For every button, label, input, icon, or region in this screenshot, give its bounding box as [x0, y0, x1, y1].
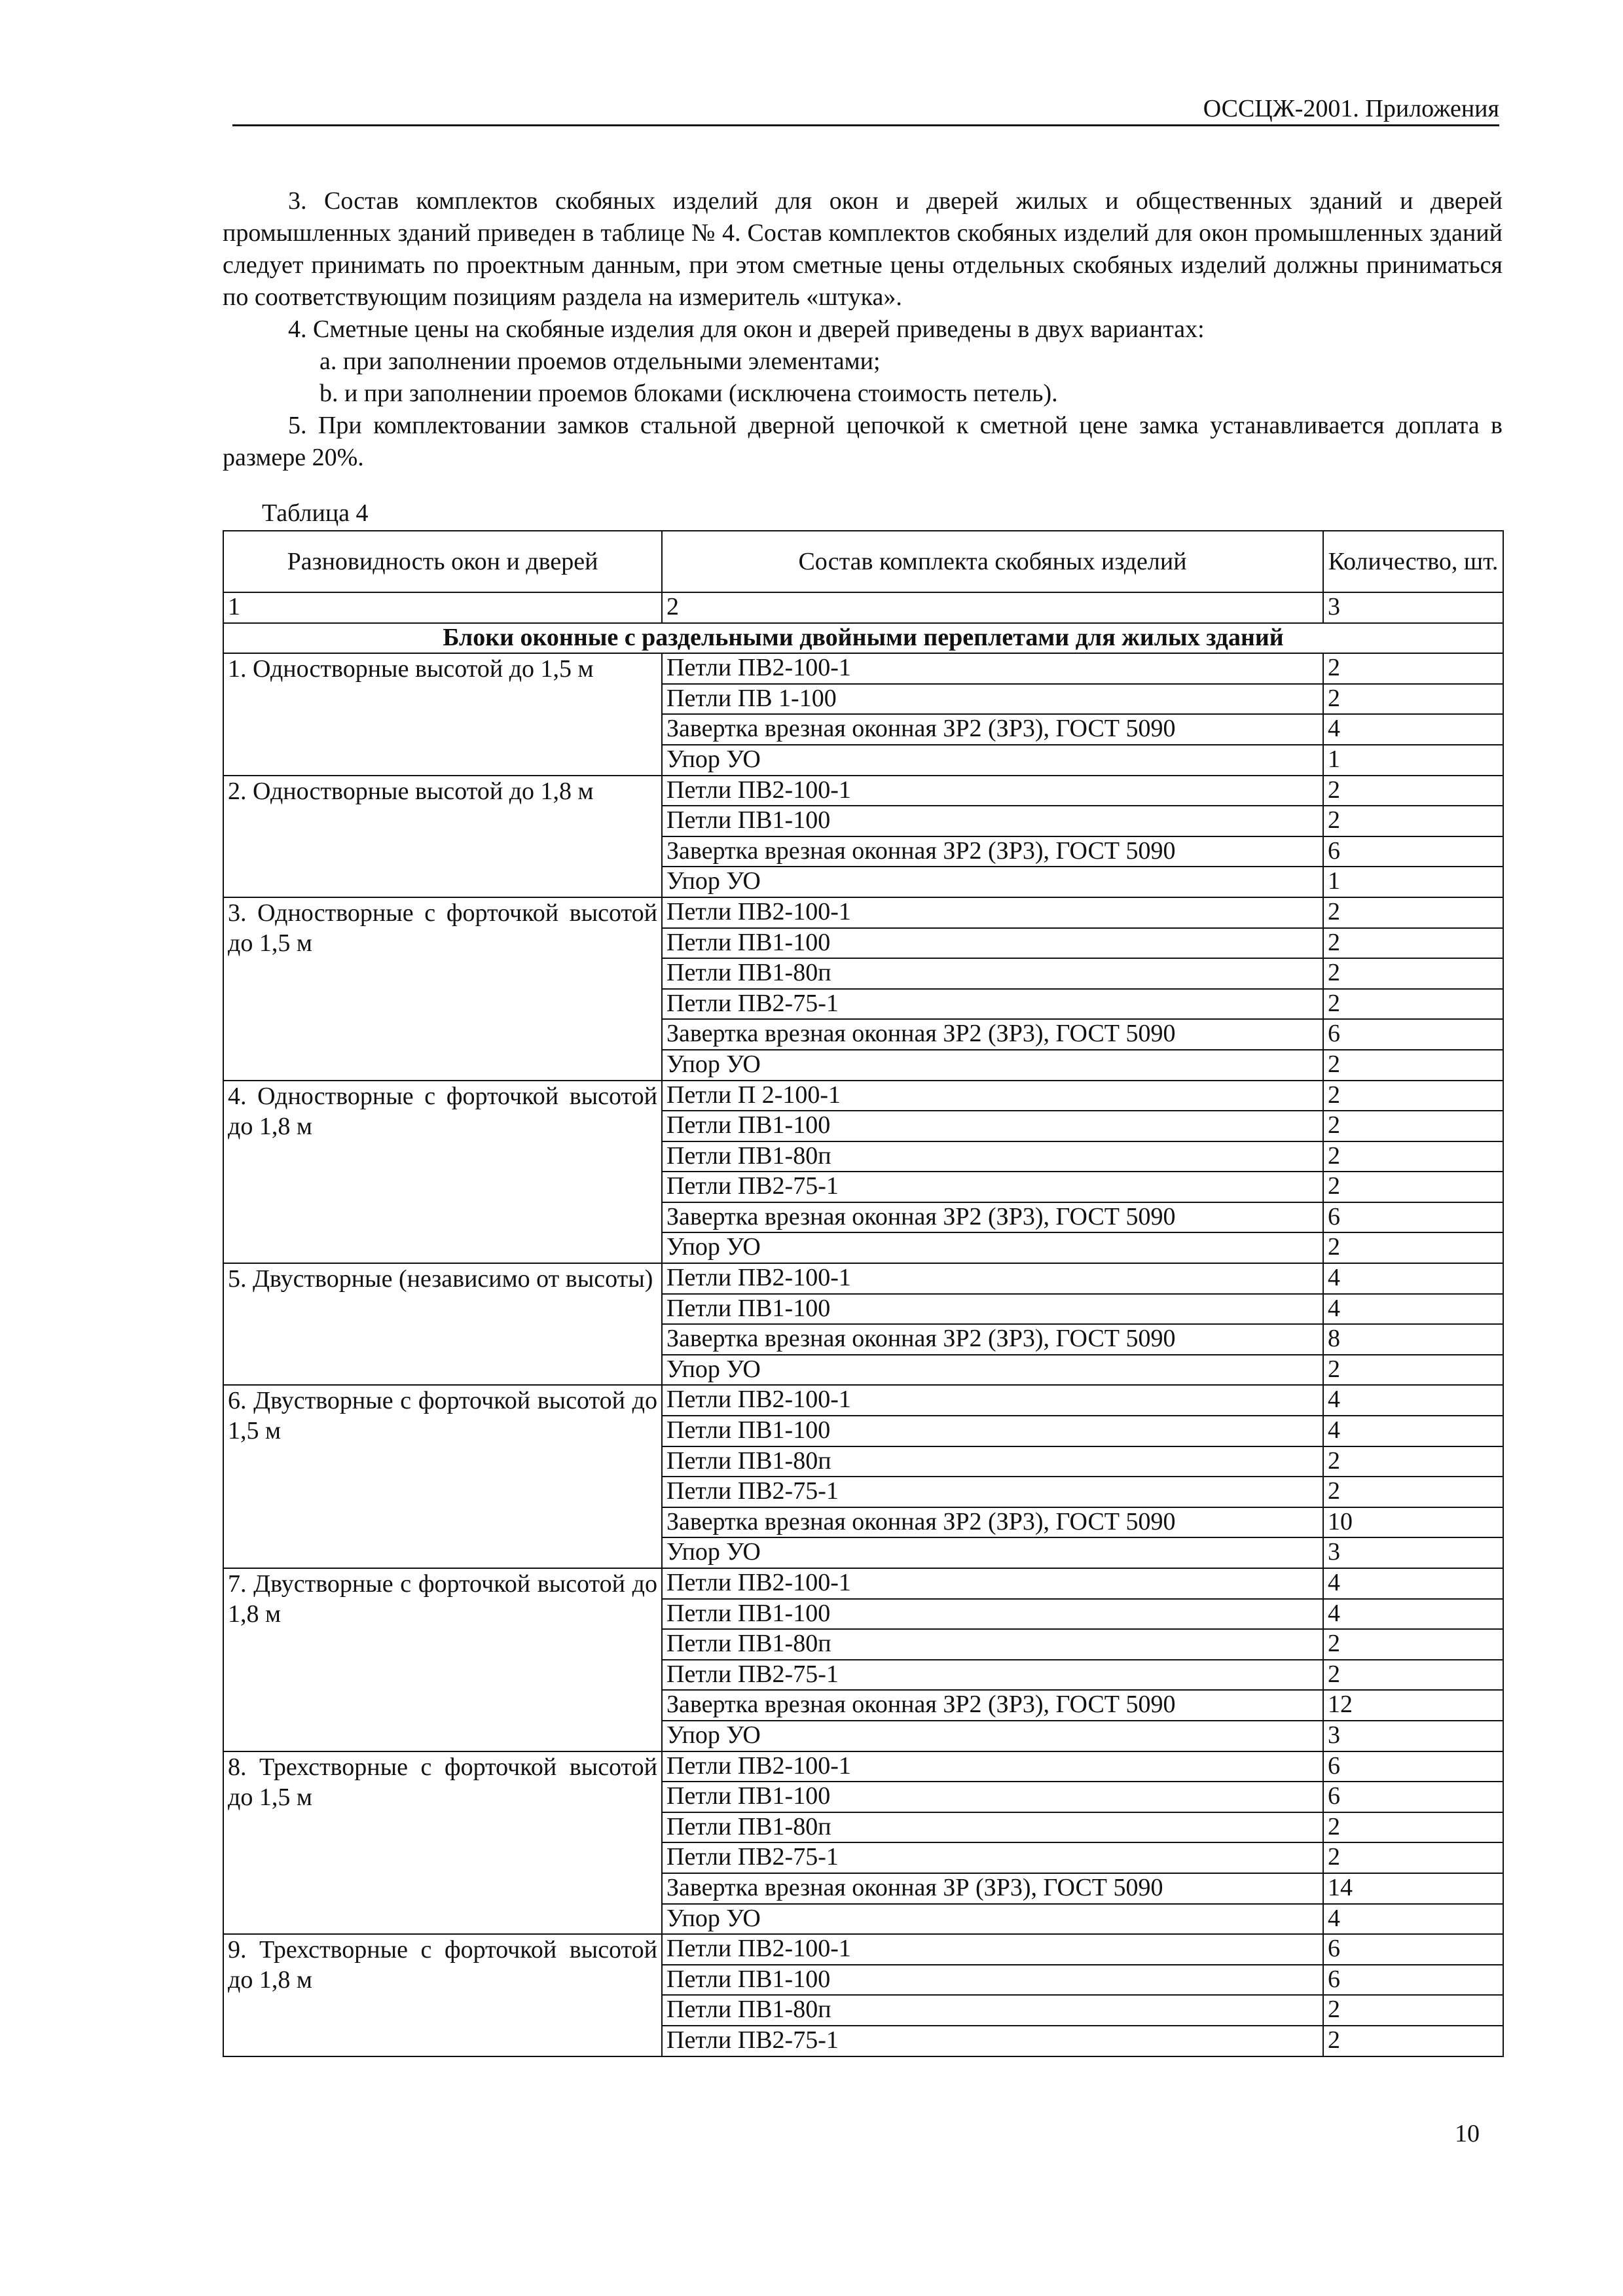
item-name-cell: Петли ПВ1-80п [662, 1141, 1323, 1172]
item-quantity-cell: 6 [1323, 1202, 1503, 1233]
item-name-cell: Петли ПВ2-100-1 [662, 1385, 1323, 1416]
paragraph-4a: a. при заполнении проемов отдельными элементами; [319, 348, 881, 375]
window-type-cell: 8. Трехстворные с форточкой высотой до 1,5 м [223, 1751, 662, 1935]
item-name-cell: Упор УО [662, 1355, 1323, 1386]
item-name-cell: Петли П 2-100-1 [662, 1081, 1323, 1111]
item-name-cell: Петли ПВ1-100 [662, 1782, 1323, 1812]
item-quantity-cell: 6 [1323, 1934, 1503, 1965]
item-name-cell: Завертка врезная оконная ЗР2 (ЗР3), ГОСТ 5090 [662, 1690, 1323, 1721]
item-name-cell: Петли ПВ2-100-1 [662, 776, 1323, 806]
item-name-cell: Упор УО [662, 867, 1323, 897]
header-quantity: Количество, шт. [1323, 531, 1503, 592]
page-header [232, 92, 1499, 126]
item-name-cell: Петли ПВ2-75-1 [662, 1172, 1323, 1202]
item-quantity-cell: 4 [1323, 1263, 1503, 1294]
header-window-type: Разновидность окон и дверей [223, 531, 662, 592]
item-quantity-cell: 10 [1323, 1507, 1503, 1538]
item-name-cell: Петли ПВ 1-100 [662, 684, 1323, 715]
item-name-cell: Упор УО [662, 745, 1323, 776]
item-quantity-cell: 6 [1323, 1965, 1503, 1996]
header-hardware-set: Состав комплекта скобяных изделий [662, 531, 1323, 592]
item-name-cell: Петли ПВ2-100-1 [662, 1751, 1323, 1782]
item-name-cell: Петли ПВ1-100 [662, 806, 1323, 836]
window-type-cell: 6. Двустворные с форточкой высотой до 1,5 м [223, 1385, 662, 1568]
table-row [223, 1751, 1503, 1782]
item-quantity-cell: 2 [1323, 1232, 1503, 1263]
section-title: Блоки оконные с раздельными двойными переплетами для жилых зданий [223, 623, 1503, 654]
item-name-cell: Петли ПВ1-100 [662, 1111, 1323, 1141]
item-name-cell: Петли ПВ2-75-1 [662, 2026, 1323, 2056]
item-name-cell: Петли ПВ1-100 [662, 1599, 1323, 1630]
item-name-cell: Упор УО [662, 1721, 1323, 1751]
item-quantity-cell: 1 [1323, 745, 1503, 776]
intro-text [223, 185, 1503, 474]
item-quantity-cell: 6 [1323, 1782, 1503, 1812]
item-quantity-cell: 2 [1323, 1081, 1503, 1111]
item-quantity-cell: 12 [1323, 1690, 1503, 1721]
paragraph-4: 4. Сметные цены на скобяные изделия для окон и дверей приведены в двух вариантах: [288, 315, 1205, 343]
item-quantity-cell: 4 [1323, 1385, 1503, 1416]
table-row [223, 1385, 1503, 1416]
item-name-cell: Петли ПВ2-100-1 [662, 1263, 1323, 1294]
item-name-cell: Петли ПВ1-100 [662, 1294, 1323, 1325]
item-quantity-cell: 4 [1323, 1568, 1503, 1599]
item-quantity-cell: 2 [1323, 806, 1503, 836]
item-name-cell: Упор УО [662, 1537, 1323, 1568]
item-quantity-cell: 2 [1323, 1111, 1503, 1141]
window-type-cell: 1. Одностворные высотой до 1,5 м [223, 653, 662, 775]
item-name-cell: Петли ПВ1-80п [662, 1629, 1323, 1660]
item-quantity-cell: 6 [1323, 1751, 1503, 1782]
window-type-cell: 5. Двустворные (независимо от высоты) [223, 1263, 662, 1385]
column-number: 3 [1323, 592, 1503, 623]
item-name-cell: Петли ПВ2-75-1 [662, 1660, 1323, 1691]
item-name-cell: Упор УО [662, 1050, 1323, 1081]
window-type-cell: 3. Одностворные с форточкой высотой до 1,5 м [223, 897, 662, 1081]
window-type-cell: 2. Одностворные высотой до 1,8 м [223, 776, 662, 897]
item-quantity-cell: 3 [1323, 1537, 1503, 1568]
window-type-cell: 9. Трехстворные с форточкой высотой до 1,8 м [223, 1934, 662, 2056]
item-quantity-cell: 6 [1323, 836, 1503, 867]
item-quantity-cell: 2 [1323, 928, 1503, 959]
item-name-cell: Завертка врезная оконная ЗР (ЗР3), ГОСТ 5090 [662, 1873, 1323, 1904]
item-name-cell: Петли ПВ2-100-1 [662, 653, 1323, 684]
window-type-cell: 4. Одностворные с форточкой высотой до 1,8 м [223, 1081, 662, 1264]
item-quantity-cell: 2 [1323, 897, 1503, 928]
table-row [223, 1934, 1503, 1965]
table-row [223, 897, 1503, 928]
item-quantity-cell: 2 [1323, 958, 1503, 989]
item-quantity-cell: 2 [1323, 653, 1503, 684]
item-quantity-cell: 2 [1323, 1995, 1503, 2026]
item-name-cell: Петли ПВ2-100-1 [662, 1934, 1323, 1965]
item-quantity-cell: 2 [1323, 1842, 1503, 1873]
item-name-cell: Завертка врезная оконная ЗР2 (ЗР3), ГОСТ 5090 [662, 1019, 1323, 1050]
item-quantity-cell: 2 [1323, 1050, 1503, 1081]
item-quantity-cell: 4 [1323, 1599, 1503, 1630]
item-name-cell: Петли ПВ1-80п [662, 1812, 1323, 1843]
item-quantity-cell: 8 [1323, 1324, 1503, 1355]
item-name-cell: Петли ПВ2-75-1 [662, 989, 1323, 1020]
item-name-cell: Завертка врезная оконная ЗР2 (ЗР3), ГОСТ 5090 [662, 836, 1323, 867]
item-quantity-cell: 2 [1323, 1477, 1503, 1507]
table-row [223, 1081, 1503, 1111]
item-quantity-cell: 2 [1323, 1355, 1503, 1386]
item-quantity-cell: 2 [1323, 776, 1503, 806]
item-quantity-cell: 2 [1323, 1660, 1503, 1691]
paragraph-5: 5. При комплектовании замков стальной дверной цепочкой к сметной цене замка устанавливается доплата в размере 20%. [223, 412, 1503, 471]
paragraph-3: 3. Состав комплектов скобяных изделий для окон и дверей жилых и общественных зданий и дверей промышленных зданий приведен в таблице № 4. Состав комплектов скобяных изделий для окон промышленных зданий следует принимать по проектным данным, при этом сметные цены отдельных скобяных изделий должны приниматься по соответствующим позициям раздела на измеритель «штука». [223, 187, 1503, 311]
item-name-cell: Петли ПВ2-75-1 [662, 1477, 1323, 1507]
table-row [223, 1568, 1503, 1599]
item-name-cell: Петли ПВ2-100-1 [662, 897, 1323, 928]
item-quantity-cell: 4 [1323, 1294, 1503, 1325]
item-quantity-cell: 2 [1323, 1629, 1503, 1660]
hardware-sets-table [223, 530, 1504, 2057]
item-quantity-cell: 2 [1323, 1812, 1503, 1843]
item-name-cell: Завертка врезная оконная ЗР2 (ЗР3), ГОСТ 5090 [662, 714, 1323, 745]
column-number-row [223, 592, 1503, 623]
item-name-cell: Завертка врезная оконная ЗР2 (ЗР3), ГОСТ 5090 [662, 1507, 1323, 1538]
item-quantity-cell: 2 [1323, 2026, 1503, 2056]
item-name-cell: Петли ПВ1-80п [662, 1995, 1323, 2026]
item-quantity-cell: 4 [1323, 1416, 1503, 1446]
table-row [223, 776, 1503, 806]
item-quantity-cell: 2 [1323, 1141, 1503, 1172]
item-quantity-cell: 2 [1323, 1446, 1503, 1477]
item-quantity-cell: 3 [1323, 1721, 1503, 1751]
item-quantity-cell: 2 [1323, 1172, 1503, 1202]
item-name-cell: Упор УО [662, 1232, 1323, 1263]
paragraph-4b: b. и при заполнении проемов блоками (исключена стоимость петель). [319, 380, 1058, 407]
item-quantity-cell: 2 [1323, 684, 1503, 715]
item-name-cell: Петли ПВ2-75-1 [662, 1842, 1323, 1873]
item-name-cell: Петли ПВ1-80п [662, 958, 1323, 989]
item-quantity-cell: 4 [1323, 714, 1503, 745]
window-type-cell: 7. Двустворные с форточкой высотой до 1,8 м [223, 1568, 662, 1751]
column-number: 2 [662, 592, 1323, 623]
item-quantity-cell: 14 [1323, 1873, 1503, 1904]
item-name-cell: Завертка врезная оконная ЗР2 (ЗР3), ГОСТ 5090 [662, 1202, 1323, 1233]
table-caption: Таблица 4 [262, 499, 369, 527]
item-name-cell: Петли ПВ1-100 [662, 1965, 1323, 1996]
table-row [223, 653, 1503, 684]
item-quantity-cell: 2 [1323, 989, 1503, 1020]
item-name-cell: Петли ПВ1-80п [662, 1446, 1323, 1477]
document-title: ОССЦЖ-2001. Приложения [1203, 95, 1499, 122]
item-name-cell: Петли ПВ1-100 [662, 1416, 1323, 1446]
item-quantity-cell: 4 [1323, 1904, 1503, 1935]
item-quantity-cell: 1 [1323, 867, 1503, 897]
table-row [223, 1263, 1503, 1294]
table-header-row [223, 531, 1503, 592]
item-name-cell: Петли ПВ2-100-1 [662, 1568, 1323, 1599]
column-number: 1 [223, 592, 662, 623]
item-name-cell: Упор УО [662, 1904, 1323, 1935]
item-name-cell: Петли ПВ1-100 [662, 928, 1323, 959]
item-quantity-cell: 6 [1323, 1019, 1503, 1050]
item-name-cell: Завертка врезная оконная ЗР2 (ЗР3), ГОСТ 5090 [662, 1324, 1323, 1355]
section-row [223, 623, 1503, 654]
page-number: 10 [1455, 2120, 1480, 2147]
